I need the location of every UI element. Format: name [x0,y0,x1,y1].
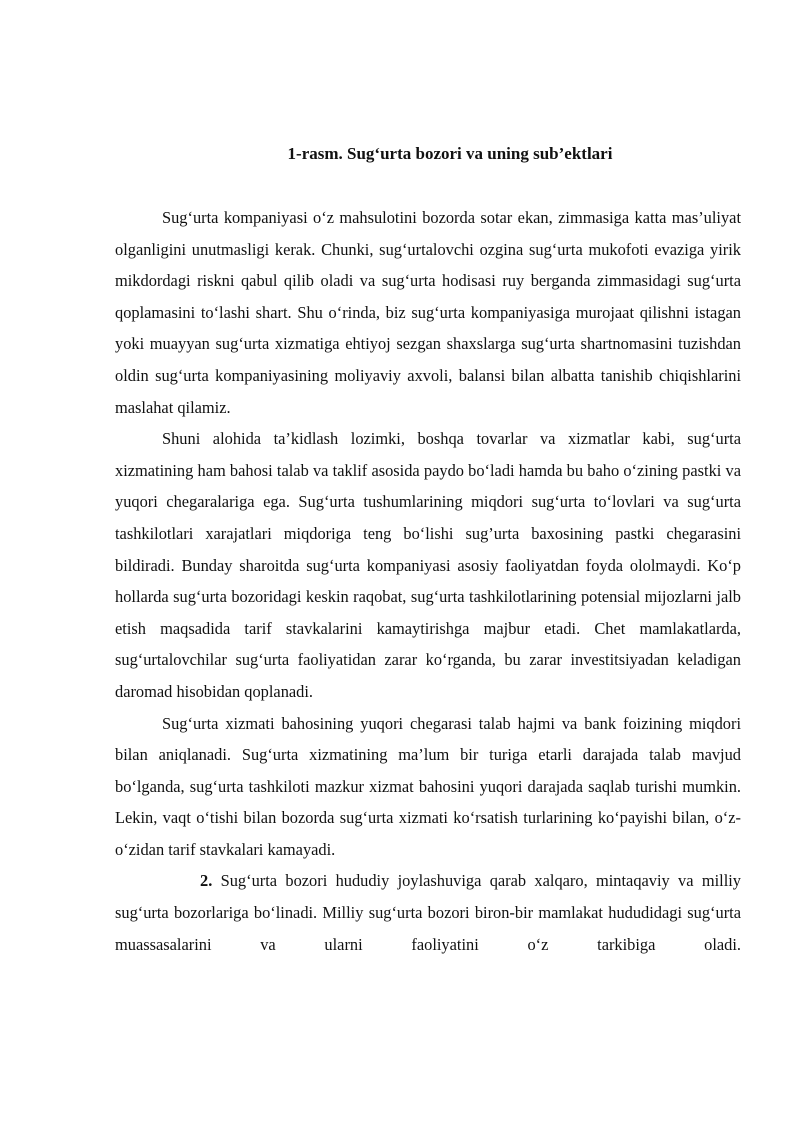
paragraph: Shuni alohida ta’kidlash lozimki, boshqa tovarlar va xizmatlar kabi, sug‘urta xizmatining ham bahosi talab va taklif asosida paydo bo‘ladi hamda bu baho o‘zining pastki va yuqori chegaralariga ega. Sug‘urta tushumlarining miqdori sug‘urta to‘lovlari va sug‘urta tashkilotlari xarajatlari miqdoriga teng bo‘lishi sug’urta baxosining pastki chegarasini bildiradi. Bunday sharoitda sug‘urta kompaniyasi asosiy faoliyatdan foyda ololmaydi. Ko‘p hollarda sug‘urta bozoridagi keskin raqobat, sug‘urta tashkilotlarining potensial mijozlarni jalb etish maqsadida tarif stavkalarini kamaytirishga majbur etadi. Chet mamlakatlarda, sug‘urtalovchilar sug‘urta faoliyatidan zarar ko‘rganda, bu zarar investitsiyadan keladigan daromad hisobidan qoplanadi. [115,429,741,701]
paragraph: Sug‘urta xizmati bahosining yuqori chegarasi talab hajmi va bank foizining miqdori bilan aniqlanadi. Sug‘urta xizmatining ma’lum bir turiga etarli darajada talab mavjud bo‘lganda, sug‘urta tashkiloti mazkur xizmat bahosini yuqori darajada saqlab turishi mumkin. Lekin, vaqt o‘tishi bilan bozorda sug‘urta xizmati ko‘rsatish turlarining ko‘payishi bilan, o‘z-o‘zidan tarif stavkalari kamayadi. [115,713,741,859]
body-text [115,202,741,960]
paragraph-number: 2. [200,871,213,891]
numbered-paragraph [115,865,741,960]
paragraph: Sug‘urta kompaniyasi o‘z mahsulotini bozorda sotar ekan, zimmasiga katta mas’uliyat olganligini unutmasligi kerak. Chunki, sug‘urtalovchi ozgina sug‘urta mukofoti evaziga yirik mikdordagi riskni qabul qilib oladi va sug‘urta hodisasi ruy berganda zimmasidagi sug‘urta qoplamasini to‘lashi shart. Shu o‘rinda, biz sug‘urta kompaniyasiga murojaat qilishni istagan yoki muayyan sug‘urta xizmatiga ehtiyoj sezgan shaxslarga sug‘urta shartnomasini tuzishdan oldin sug‘urta kompaniyasining moliyaviy axvoli, balansi bilan albatta tanishib chiqishlarini maslahat qilamiz. [115,208,741,417]
figure-caption: 1-rasm. Sug‘urta bozori va uning sub’ektlari [287,144,613,163]
paragraph-text: Sug‘urta bozori hududiy joylashuviga qarab xalqaro, mintaqaviy va milliy sug‘urta bozorlariga bo‘linadi. Milliy sug‘urta bozori biron-bir mamlakat hududidagi sug‘urta muassasalarini va ularni faoliyatini o‘z tarkibiga oladi. [115,871,741,954]
